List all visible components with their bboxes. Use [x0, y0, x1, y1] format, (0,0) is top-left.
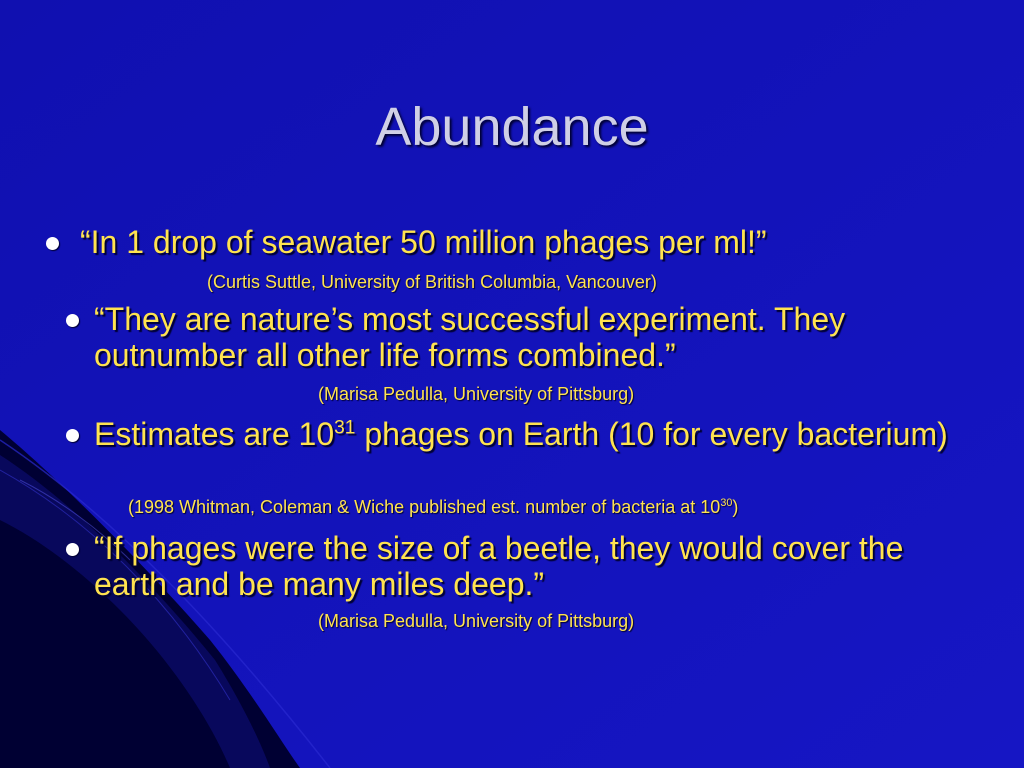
bullet-dot-icon	[66, 314, 79, 327]
citation-3-exponent: 30	[720, 497, 733, 509]
bullet-2-text: “They are nature’s most successful experiment. They outnumber all other life forms combined.”	[94, 301, 846, 373]
bullet-3-text-after: phages on Earth (10 for every bacterium)	[355, 416, 948, 452]
citation-2: (Marisa Pedulla, University of Pittsburg)	[318, 384, 635, 404]
bullet-1	[80, 224, 980, 260]
bullet-dot-icon	[66, 429, 79, 442]
bullet-3-exponent: 31	[334, 417, 356, 439]
bullet-dot-icon	[66, 543, 79, 556]
bullet-3	[94, 416, 984, 452]
citation-3-text-before: (1998 Whitman, Coleman & Wiche published est. number of bacteria at 10	[128, 497, 721, 517]
bullet-2	[94, 301, 984, 373]
slide-title: Abundance	[375, 97, 649, 157]
citation-3-text-after: )	[732, 497, 739, 517]
bullet-1-text: “In 1 drop of seawater 50 million phages per ml!”	[80, 224, 767, 260]
bullet-4-text: “If phages were the size of a beetle, they would cover the earth and be many miles deep.”	[94, 530, 904, 602]
bullet-4	[94, 530, 984, 602]
citation-4: (Marisa Pedulla, University of Pittsburg)	[318, 611, 635, 631]
bullet-3-text-before: Estimates are 10	[94, 416, 335, 452]
citation-1: (Curtis Suttle, University of British Columbia, Vancouver)	[207, 272, 657, 292]
citation-3	[128, 497, 1008, 517]
bullet-dot-icon	[46, 237, 59, 250]
